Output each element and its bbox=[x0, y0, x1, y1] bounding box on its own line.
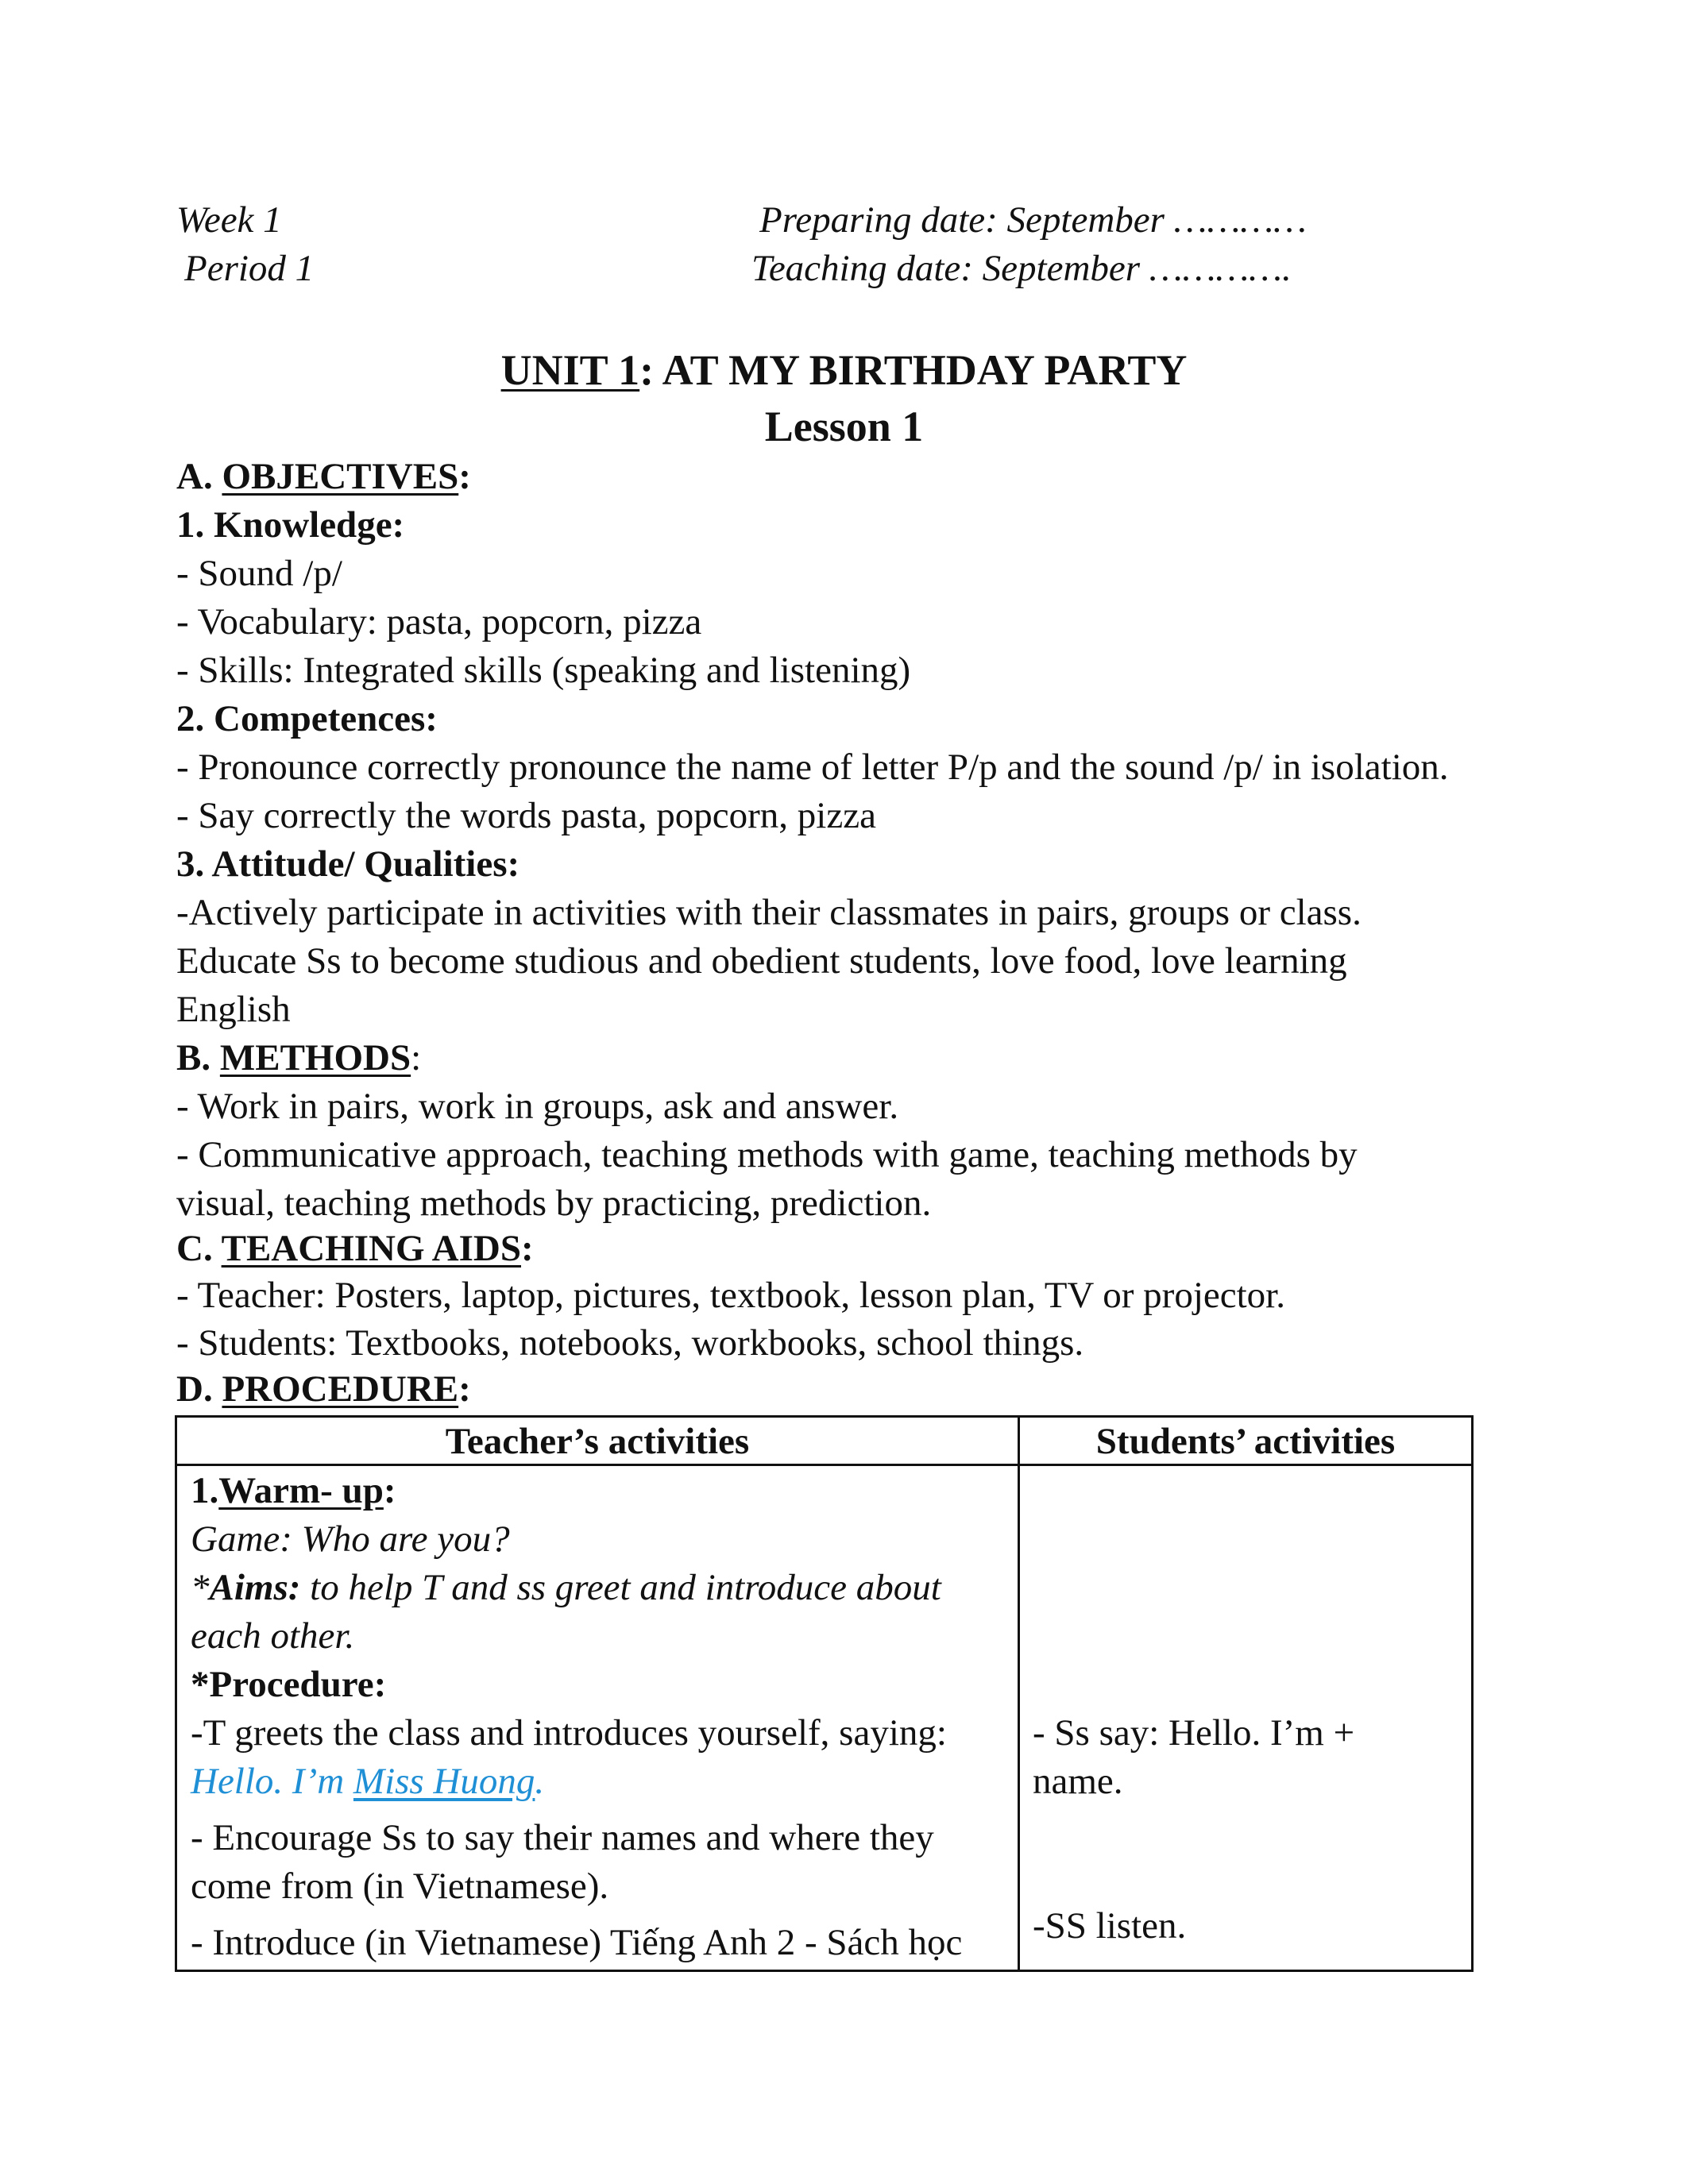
warmup-heading bbox=[191, 1469, 396, 1512]
procedure-label: *Procedure: bbox=[191, 1664, 387, 1705]
students-response-2: name. bbox=[1033, 1761, 1123, 1802]
methods-line: - Communicative approach, teaching methods with game, teaching methods by bbox=[176, 1134, 1358, 1175]
objectives-heading bbox=[176, 455, 471, 498]
procedure-prefix: D. bbox=[176, 1368, 222, 1410]
knowledge-heading: 1. Knowledge: bbox=[176, 504, 405, 546]
table-border-left bbox=[175, 1415, 177, 1972]
attitude-heading: 3. Attitude/ Qualities: bbox=[176, 843, 520, 885]
objectives-heading-text: OBJECTIVES bbox=[222, 456, 459, 497]
competences-heading: 2. Competences: bbox=[176, 698, 438, 739]
methods-prefix: B. bbox=[176, 1037, 220, 1078]
teacher-step-introduce: - Introduce (in Vietnamese) Tiếng Anh 2 - Sách học bbox=[191, 1922, 963, 1963]
knowledge-item: - Skills: Integrated skills (speaking and listening) bbox=[176, 650, 911, 691]
attitude-line: Educate Ss to become studious and obedient students, love food, love learning bbox=[176, 940, 1347, 982]
methods-colon: : bbox=[411, 1037, 422, 1078]
teaching-aids-heading bbox=[176, 1227, 534, 1270]
procedure-colon: : bbox=[458, 1368, 471, 1410]
aims-text: to help T and ss greet and introduce about bbox=[300, 1567, 941, 1608]
students-response: - Ss say: Hello. I’m + bbox=[1033, 1712, 1355, 1754]
teacher-step-encourage-2: come from (in Vietnamese). bbox=[191, 1866, 609, 1907]
knowledge-item: - Sound /p/ bbox=[176, 553, 342, 594]
teaching-aids-line: - Teacher: Posters, laptop, pictures, textbook, lesson plan, TV or projector. bbox=[176, 1275, 1285, 1316]
table-column-divider bbox=[1018, 1415, 1020, 1972]
warmup-number: 1. bbox=[191, 1470, 219, 1511]
hello-dot: . bbox=[535, 1761, 545, 1802]
warmup-label: Warm- up bbox=[218, 1470, 384, 1511]
aims-star: * bbox=[191, 1567, 210, 1608]
teacher-name-link: Miss Huong bbox=[353, 1761, 535, 1802]
table-header-divider bbox=[175, 1464, 1474, 1466]
week-label: Week 1 bbox=[176, 199, 282, 241]
students-listen: -SS listen. bbox=[1033, 1905, 1187, 1947]
aims-line bbox=[191, 1566, 941, 1609]
students-column-header: Students’ activities bbox=[1095, 1421, 1396, 1462]
methods-line: visual, teaching methods by practicing, prediction. bbox=[176, 1183, 932, 1224]
aims-label: Aims: bbox=[209, 1567, 301, 1608]
unit-label: UNIT 1 bbox=[500, 346, 640, 394]
teaching-aids-heading-text: TEACHING AIDS bbox=[221, 1228, 521, 1269]
table-border-top bbox=[175, 1415, 1474, 1418]
teacher-hello-line bbox=[191, 1760, 544, 1803]
unit-name: : AT MY BIRTHDAY PARTY bbox=[639, 346, 1188, 394]
lesson-title: Lesson 1 bbox=[764, 403, 924, 450]
objectives-prefix: A. bbox=[176, 456, 222, 497]
preparing-date: Preparing date: September ………… bbox=[759, 199, 1307, 241]
teacher-column-header: Teacher’s activities bbox=[445, 1421, 750, 1462]
table-border-bottom bbox=[175, 1970, 1474, 1972]
methods-heading bbox=[176, 1036, 421, 1079]
procedure-heading-text: PROCEDURE bbox=[222, 1368, 459, 1410]
table-border-right bbox=[1471, 1415, 1474, 1972]
competence-item: - Pronounce correctly pronounce the name of letter P/p and the sound /p/ in isolation. bbox=[176, 747, 1449, 788]
teaching-aids-line: - Students: Textbooks, notebooks, workbooks, school things. bbox=[176, 1322, 1084, 1364]
attitude-line: English bbox=[176, 989, 291, 1030]
attitude-line: -Actively participate in activities with their classmates in pairs, groups or class. bbox=[176, 892, 1362, 933]
period-label: Period 1 bbox=[184, 248, 315, 289]
teacher-step-encourage: - Encourage Ss to say their names and where they bbox=[191, 1817, 934, 1858]
teacher-step-greet: -T greets the class and introduces yourself, saying: bbox=[191, 1712, 947, 1754]
teaching-date: Teaching date: September …………. bbox=[751, 248, 1292, 289]
methods-heading-text: METHODS bbox=[219, 1037, 411, 1078]
aims-line-2: each other. bbox=[191, 1615, 355, 1657]
competence-item: - Say correctly the words pasta, popcorn, pizza bbox=[176, 795, 876, 836]
hello-text: Hello. I’m bbox=[191, 1761, 353, 1802]
methods-line: - Work in pairs, work in groups, ask and answer. bbox=[176, 1086, 899, 1127]
objectives-colon: : bbox=[458, 456, 471, 497]
game-line: Game: Who are you? bbox=[191, 1518, 510, 1560]
knowledge-item: - Vocabulary: pasta, popcorn, pizza bbox=[176, 601, 702, 642]
teaching-aids-colon: : bbox=[521, 1228, 534, 1269]
teaching-aids-prefix: C. bbox=[176, 1228, 222, 1269]
procedure-heading bbox=[176, 1368, 471, 1410]
unit-title bbox=[0, 345, 1688, 395]
warmup-colon: : bbox=[383, 1470, 396, 1511]
